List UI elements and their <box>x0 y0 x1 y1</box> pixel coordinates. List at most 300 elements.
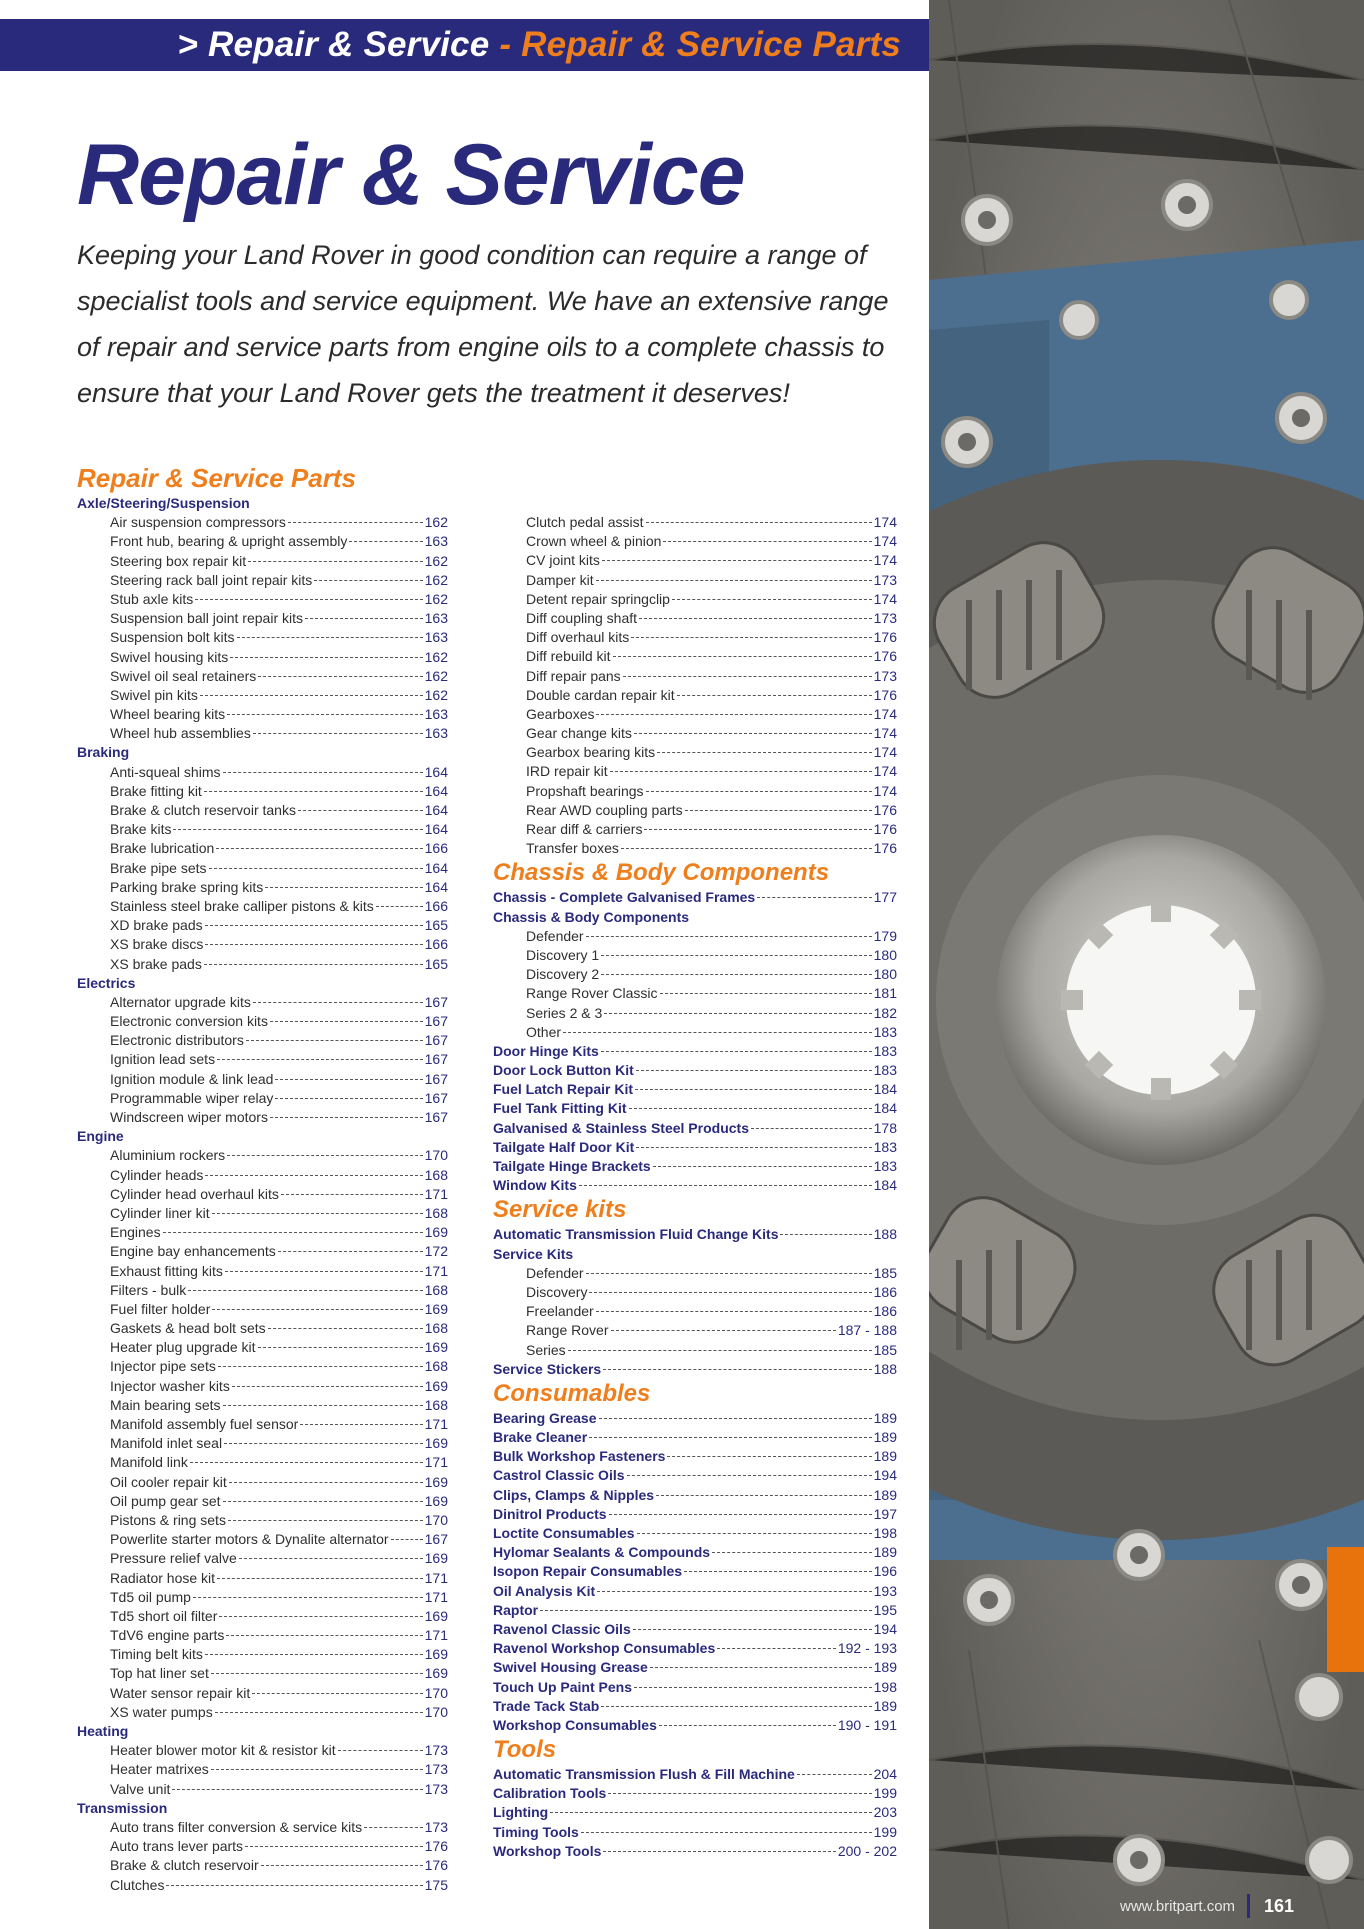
leader-dots <box>305 618 423 619</box>
leader-dots <box>270 1021 423 1022</box>
index-entry-page: 192 - 193 <box>837 1640 897 1657</box>
index-entry[interactable] <box>493 1099 897 1118</box>
index-entry[interactable] <box>77 801 448 820</box>
leader-dots <box>364 1827 423 1828</box>
leader-dots <box>540 1610 872 1611</box>
leader-dots <box>568 1350 872 1351</box>
section-tab[interactable] <box>1327 1547 1364 1672</box>
index-entry-label: Main bearing sets <box>110 1396 221 1413</box>
index-entry-page: 189 <box>873 1409 897 1426</box>
index-entry-label: Tailgate Half Door Kit <box>493 1138 635 1155</box>
index-entry[interactable] <box>493 1543 897 1562</box>
index-section-heading: Chassis & Body Components <box>493 859 830 887</box>
index-entry[interactable] <box>493 1176 897 1195</box>
index-entry[interactable] <box>493 571 897 590</box>
index-entry[interactable] <box>493 1620 897 1639</box>
index-entry-label: XS brake discs <box>110 936 204 953</box>
index-entry[interactable] <box>493 1601 897 1620</box>
leader-dots <box>212 1213 423 1214</box>
index-entry[interactable] <box>493 1264 897 1283</box>
index-entry-label: Propshaft bearings <box>526 782 644 799</box>
index-entry-page: 198 <box>873 1525 897 1541</box>
index-entry-label: Auto trans lever parts <box>110 1838 244 1855</box>
index-entry[interactable] <box>77 1070 448 1089</box>
index-entry[interactable] <box>493 1466 897 1485</box>
index-entry-label: Clutches <box>110 1876 165 1893</box>
index-entry-label: Gearboxes <box>526 705 595 722</box>
breadcrumb-main[interactable]: > Repair & Service <box>177 25 490 64</box>
leader-dots <box>644 829 871 830</box>
index-entry[interactable] <box>77 609 448 628</box>
leader-dots <box>195 599 422 600</box>
leader-dots <box>226 1635 422 1636</box>
leader-dots <box>227 1155 423 1156</box>
index-entry[interactable] <box>77 1626 448 1645</box>
index-entry[interactable] <box>493 1697 897 1716</box>
index-entry-page: 190 - 191 <box>837 1716 897 1733</box>
index-entry[interactable] <box>77 590 448 609</box>
index-entry[interactable] <box>493 1784 897 1803</box>
index-entry[interactable] <box>493 609 897 628</box>
index-entry[interactable] <box>77 1146 448 1165</box>
index-entry[interactable] <box>77 1837 448 1856</box>
leader-dots <box>190 1462 423 1463</box>
leader-dots <box>589 1292 871 1293</box>
index-entry-label: Discovery <box>526 1283 588 1300</box>
index-entry-label: Air suspension compressors <box>110 514 286 531</box>
clutch-plate-photo <box>929 0 1364 1929</box>
index-entry[interactable] <box>493 1842 897 1861</box>
leader-dots <box>209 868 423 869</box>
index-entry-label: Swivel pin kits <box>110 686 198 703</box>
leader-dots <box>717 1648 836 1649</box>
index-entry-label: Wheel bearing kits <box>110 706 226 723</box>
index-entry[interactable] <box>493 1341 897 1360</box>
index-entry-label: Damper kit <box>526 571 594 588</box>
index-entry-page: 176 <box>873 686 897 703</box>
index-group-heading: Engine <box>77 1128 124 1145</box>
index-entry[interactable] <box>493 686 897 705</box>
index-entry[interactable] <box>77 1818 448 1837</box>
index-entry-label: Series 2 & 3 <box>526 1004 603 1021</box>
index-entry[interactable] <box>77 1453 448 1472</box>
leader-dots <box>635 1089 872 1090</box>
index-entry[interactable] <box>77 1645 448 1664</box>
index-entry[interactable] <box>493 1302 897 1321</box>
index-entry[interactable] <box>493 1119 897 1138</box>
index-entry-label: Suspension bolt kits <box>110 629 235 646</box>
index-entry-page: 168 <box>424 1166 448 1183</box>
index-entry[interactable] <box>493 1823 897 1842</box>
index-entry-page: 181 <box>873 985 897 1002</box>
index-entry-page: 162 <box>424 686 448 703</box>
leader-dots <box>166 1885 422 1886</box>
index-entry[interactable] <box>493 667 897 686</box>
index-entry[interactable] <box>493 1042 897 1061</box>
index-entry[interactable] <box>77 1684 448 1703</box>
index-entry[interactable] <box>77 1300 448 1319</box>
index-entry-label: Clips, Clamps & Nipples <box>493 1486 655 1503</box>
index-entry[interactable] <box>493 927 897 946</box>
index-entry-label: Rear diff & carriers <box>526 821 643 837</box>
index-entry[interactable] <box>77 1031 448 1050</box>
leader-dots <box>298 810 423 811</box>
index-entry[interactable] <box>77 628 448 647</box>
leader-dots <box>672 599 872 600</box>
index-entry-label: Manifold link <box>110 1454 188 1471</box>
index-entry[interactable] <box>77 839 448 858</box>
index-entry-label: Electronic conversion kits <box>110 1013 268 1030</box>
index-entry-label: Programmable wiper relay <box>110 1089 274 1106</box>
index-entry[interactable] <box>77 1664 448 1683</box>
index-entry[interactable] <box>493 1524 897 1543</box>
index-entry[interactable] <box>77 1242 448 1261</box>
clutch-plate-image <box>929 0 1364 1929</box>
leader-dots <box>223 1501 423 1502</box>
index-entry-page: 173 <box>424 1780 448 1797</box>
index-entry[interactable] <box>493 782 897 801</box>
leader-dots <box>200 695 423 696</box>
index-entry-label: Workshop Consumables <box>493 1716 657 1733</box>
index-entry[interactable] <box>77 667 448 686</box>
index-entry[interactable] <box>77 935 448 954</box>
index-entry[interactable] <box>77 1185 448 1204</box>
index-entry-page: 166 <box>424 840 448 857</box>
index-entry[interactable] <box>493 1080 897 1099</box>
index-entry[interactable] <box>493 888 897 907</box>
index-entry-label: Injector washer kits <box>110 1377 230 1394</box>
leader-dots <box>204 791 423 792</box>
index-entry[interactable] <box>493 647 897 666</box>
index-entry[interactable] <box>77 1607 448 1626</box>
leader-dots <box>609 1514 872 1515</box>
leader-dots <box>212 1309 422 1310</box>
leader-dots <box>627 1475 872 1476</box>
index-entry-page: 174 <box>873 782 897 799</box>
index-entry-label: Injector pipe sets <box>110 1358 216 1375</box>
index-entry-label: Steering rack ball joint repair kits <box>110 571 313 588</box>
leader-dots <box>288 522 423 523</box>
leader-dots <box>596 714 871 715</box>
index-entry[interactable] <box>77 532 448 551</box>
index-entry[interactable] <box>493 1639 897 1658</box>
index-entry-page: 186 <box>873 1303 897 1320</box>
breadcrumb-sub[interactable]: - Repair & Service Parts <box>489 25 901 64</box>
leader-dots <box>211 1673 423 1674</box>
index-entry-label: Electronic distributors <box>110 1032 244 1049</box>
index-entry[interactable] <box>77 1415 448 1434</box>
index-entry-page: 172 <box>424 1243 448 1260</box>
index-entry-label: Pistons & ring sets <box>110 1511 226 1528</box>
index-entry[interactable] <box>77 1357 448 1376</box>
leader-dots <box>376 906 423 907</box>
index-entry[interactable] <box>77 1588 448 1607</box>
index-entry-page: 183 <box>873 1062 897 1079</box>
index-entry[interactable] <box>493 1023 897 1042</box>
index-entry-page: 183 <box>873 1138 897 1155</box>
index-entry[interactable] <box>493 724 897 743</box>
index-entry[interactable] <box>77 1262 448 1281</box>
leader-dots <box>268 1328 423 1329</box>
index-entry[interactable] <box>77 1856 448 1875</box>
leader-dots <box>205 1175 422 1176</box>
index-entry[interactable] <box>493 801 897 820</box>
index-entry[interactable] <box>77 1223 448 1242</box>
index-entry-page: 167 <box>424 1089 448 1106</box>
index-entry-label: Diff overhaul kits <box>526 629 630 646</box>
leader-dots <box>636 1070 872 1071</box>
index-entry[interactable] <box>493 590 897 609</box>
index-entry-page: 176 <box>873 840 897 857</box>
index-entry[interactable] <box>493 965 897 984</box>
index-entry-label: Castrol Classic Oils <box>493 1467 625 1484</box>
leader-dots <box>230 657 422 658</box>
index-entry[interactable] <box>493 762 897 781</box>
index-entry[interactable] <box>493 820 897 839</box>
index-entry-page: 174 <box>873 514 897 530</box>
index-entry-page: 199 <box>873 1785 897 1802</box>
index-entry-label: Isopon Repair Consumables <box>493 1563 683 1580</box>
leader-dots <box>338 1750 423 1751</box>
index-entry-label: Range Rover Classic <box>526 985 658 1002</box>
index-entry[interactable] <box>77 1741 448 1760</box>
index-entry-label: Range Rover <box>526 1322 609 1339</box>
leader-dots <box>685 810 872 811</box>
leader-dots <box>216 848 422 849</box>
index-entry[interactable] <box>493 1360 897 1379</box>
index-entry-page: 176 <box>873 648 897 665</box>
index-entry-page: 163 <box>424 629 448 646</box>
index-entry[interactable] <box>493 1004 897 1023</box>
index-entry-page: 168 <box>424 1204 448 1221</box>
index-entry[interactable] <box>77 1050 448 1069</box>
leader-dots <box>601 1706 871 1707</box>
index-entry[interactable] <box>77 955 448 974</box>
index-entry-label: Suspension ball joint repair kits <box>110 610 303 627</box>
index-entry-label: Steering box repair kit <box>110 552 247 569</box>
index-entry[interactable] <box>77 1492 448 1511</box>
index-entry[interactable] <box>77 1281 448 1300</box>
index-entry-label: Automatic Transmission Fluid Change Kits <box>493 1226 779 1243</box>
leader-dots <box>601 974 872 975</box>
index-entry[interactable] <box>77 782 448 801</box>
index-entry[interactable] <box>77 1089 448 1108</box>
index-entry-page: 169 <box>424 1646 448 1663</box>
index-entry[interactable] <box>493 1061 897 1080</box>
index-entry[interactable] <box>493 1409 897 1428</box>
index-entry-page: 171 <box>424 1454 448 1471</box>
index-entry[interactable] <box>493 984 897 1003</box>
index-entry-label: Tailgate Hinge Brackets <box>493 1158 651 1174</box>
index-entry-label: Brake & clutch reservoir tanks <box>110 802 296 818</box>
page-title: Repair & Service <box>77 127 745 223</box>
index-entry[interactable] <box>77 724 448 743</box>
leader-dots <box>224 1443 423 1444</box>
index-entry[interactable] <box>77 705 448 724</box>
index-entry[interactable] <box>493 1486 897 1505</box>
index-entry-page: 171 <box>424 1588 448 1605</box>
index-entry[interactable] <box>493 1505 897 1524</box>
index-entry-label: Manifold inlet seal <box>110 1435 223 1452</box>
index-entry[interactable] <box>77 1760 448 1779</box>
index-entry[interactable] <box>493 743 897 762</box>
leader-dots <box>173 829 422 830</box>
index-entry-label: Oil Analysis Kit <box>493 1582 596 1599</box>
index-entry-label: Window Kits <box>493 1177 577 1194</box>
index-entry[interactable] <box>493 1321 897 1340</box>
index-entry[interactable] <box>493 513 897 532</box>
index-entry[interactable] <box>493 946 897 965</box>
index-entry[interactable] <box>493 551 897 570</box>
leader-dots <box>258 1347 423 1348</box>
index-entry[interactable] <box>77 1338 448 1357</box>
index-entry[interactable] <box>77 1108 448 1127</box>
index-entry[interactable] <box>77 686 448 705</box>
index-entry[interactable] <box>493 1283 897 1302</box>
index-entry[interactable] <box>77 1703 448 1722</box>
index-entry[interactable] <box>77 648 448 667</box>
index-entry-page: 194 <box>873 1467 897 1484</box>
index-entry-label: Engines <box>110 1224 161 1241</box>
index-entry-page: 173 <box>424 1761 448 1778</box>
leader-dots <box>797 1774 872 1775</box>
index-entry-label: Exhaust fitting kits <box>110 1262 223 1279</box>
index-entry-page: 171 <box>424 1262 448 1279</box>
index-entry[interactable] <box>493 1582 897 1601</box>
index-entry[interactable] <box>77 1530 448 1549</box>
index-entry[interactable] <box>493 839 897 858</box>
leader-dots <box>391 1539 423 1540</box>
index-entry-page: 203 <box>873 1804 897 1821</box>
index-entry-page: 169 <box>424 1492 448 1509</box>
leader-dots <box>653 1166 872 1167</box>
index-entry-page: 166 <box>424 936 448 953</box>
leader-dots <box>217 1578 423 1579</box>
index-entry-page: 185 <box>873 1264 897 1281</box>
index-entry[interactable] <box>493 532 897 551</box>
index-entry-label: Heater blower motor kit & resistor kit <box>110 1742 336 1759</box>
index-entry[interactable] <box>77 552 448 571</box>
index-entry[interactable] <box>493 1658 897 1677</box>
index-entry[interactable] <box>493 1138 897 1157</box>
index-entry-page: 173 <box>873 667 897 684</box>
index-entry-page: 183 <box>873 1158 897 1174</box>
index-entry-label: Loctite Consumables <box>493 1525 635 1541</box>
index-entry[interactable] <box>493 1225 897 1244</box>
index-entry-label: Diff coupling shaft <box>526 609 638 626</box>
index-entry-label: Raptor <box>493 1601 539 1618</box>
index-entry[interactable] <box>77 1204 448 1223</box>
index-entry[interactable] <box>77 1569 448 1588</box>
index-entry-page: 183 <box>873 1042 897 1059</box>
index-entry-label: Door Lock Button Kit <box>493 1062 634 1079</box>
index-entry[interactable] <box>77 763 448 782</box>
index-entry-label: Swivel Housing Grease <box>493 1659 648 1676</box>
index-entry[interactable] <box>493 1428 897 1447</box>
index-entry-label: Ignition lead sets <box>110 1051 216 1068</box>
index-entry[interactable] <box>493 1562 897 1581</box>
leader-dots <box>550 1812 871 1813</box>
leader-dots <box>608 1793 871 1794</box>
leader-dots <box>218 1366 423 1367</box>
leader-dots <box>650 1667 872 1668</box>
index-entry-page: 166 <box>424 897 448 914</box>
leader-dots <box>634 733 872 734</box>
index-entry-label: Transfer boxes <box>526 840 619 857</box>
index-entry[interactable] <box>77 1396 448 1415</box>
index-entry-label: Front hub, bearing & upright assembly <box>110 533 348 550</box>
leader-dots <box>646 791 872 792</box>
leader-dots <box>611 1330 836 1331</box>
index-entry-label: Ignition module & link lead <box>110 1070 274 1087</box>
index-entry[interactable] <box>77 993 448 1012</box>
index-entry[interactable] <box>77 1166 448 1185</box>
index-entry-page: 175 <box>424 1876 448 1893</box>
index-entry[interactable] <box>493 705 897 724</box>
leader-dots <box>219 1616 422 1617</box>
leader-dots <box>623 676 872 677</box>
index-entry[interactable] <box>493 1157 897 1176</box>
index-entry-page: 168 <box>424 1358 448 1375</box>
leader-dots <box>603 1369 871 1370</box>
index-entry-page: 169 <box>424 1607 448 1624</box>
website-url[interactable]: www.britpart.com <box>1120 1897 1236 1915</box>
index-entry-page: 173 <box>424 1742 448 1759</box>
index-entry[interactable] <box>77 916 448 935</box>
index-entry-page: 198 <box>873 1678 897 1695</box>
index-entry-page: 180 <box>873 946 897 963</box>
index-entry[interactable] <box>77 859 448 878</box>
index-entry[interactable] <box>493 628 897 647</box>
index-entry-label: Stub axle kits <box>110 590 194 607</box>
index-entry[interactable] <box>77 1319 448 1338</box>
index-entry[interactable] <box>77 1780 448 1799</box>
leader-dots <box>270 1117 423 1118</box>
index-entry-page: 164 <box>424 782 448 799</box>
index-entry[interactable] <box>77 820 448 839</box>
index-entry-label: Pressure relief valve <box>110 1550 237 1567</box>
index-entry-page: 174 <box>873 763 897 780</box>
index-entry[interactable] <box>493 1447 897 1466</box>
leader-dots <box>634 1687 872 1688</box>
index-entry-label: Brake pipe sets <box>110 859 207 876</box>
index-entry[interactable] <box>77 1012 448 1031</box>
index-entry-label: Cylinder head overhaul kits <box>110 1185 279 1202</box>
index-entry-label: Aluminium rockers <box>110 1147 226 1164</box>
index-entry[interactable] <box>77 1377 448 1396</box>
index-entry-page: 164 <box>424 878 448 895</box>
index-entry[interactable] <box>493 1716 897 1735</box>
index-entry[interactable] <box>77 571 448 590</box>
index-entry-page: 174 <box>873 744 897 761</box>
index-entry[interactable] <box>493 1678 897 1697</box>
index-entry[interactable] <box>77 1473 448 1492</box>
index-entry[interactable] <box>493 1765 897 1784</box>
index-entry-page: 163 <box>424 725 448 742</box>
index-entry[interactable] <box>77 1876 448 1895</box>
index-entry[interactable] <box>77 1549 448 1568</box>
index-entry-label: Filters - bulk <box>110 1281 187 1298</box>
index-entry[interactable] <box>77 1434 448 1453</box>
index-entry[interactable] <box>77 513 448 532</box>
index-entry-label: Door Hinge Kits <box>493 1042 599 1059</box>
index-entry[interactable] <box>77 897 448 916</box>
index-entry[interactable] <box>493 1803 897 1822</box>
index-entry[interactable] <box>77 1511 448 1530</box>
index-entry[interactable] <box>77 878 448 897</box>
header-bar <box>0 19 929 71</box>
leader-dots <box>278 1251 423 1252</box>
